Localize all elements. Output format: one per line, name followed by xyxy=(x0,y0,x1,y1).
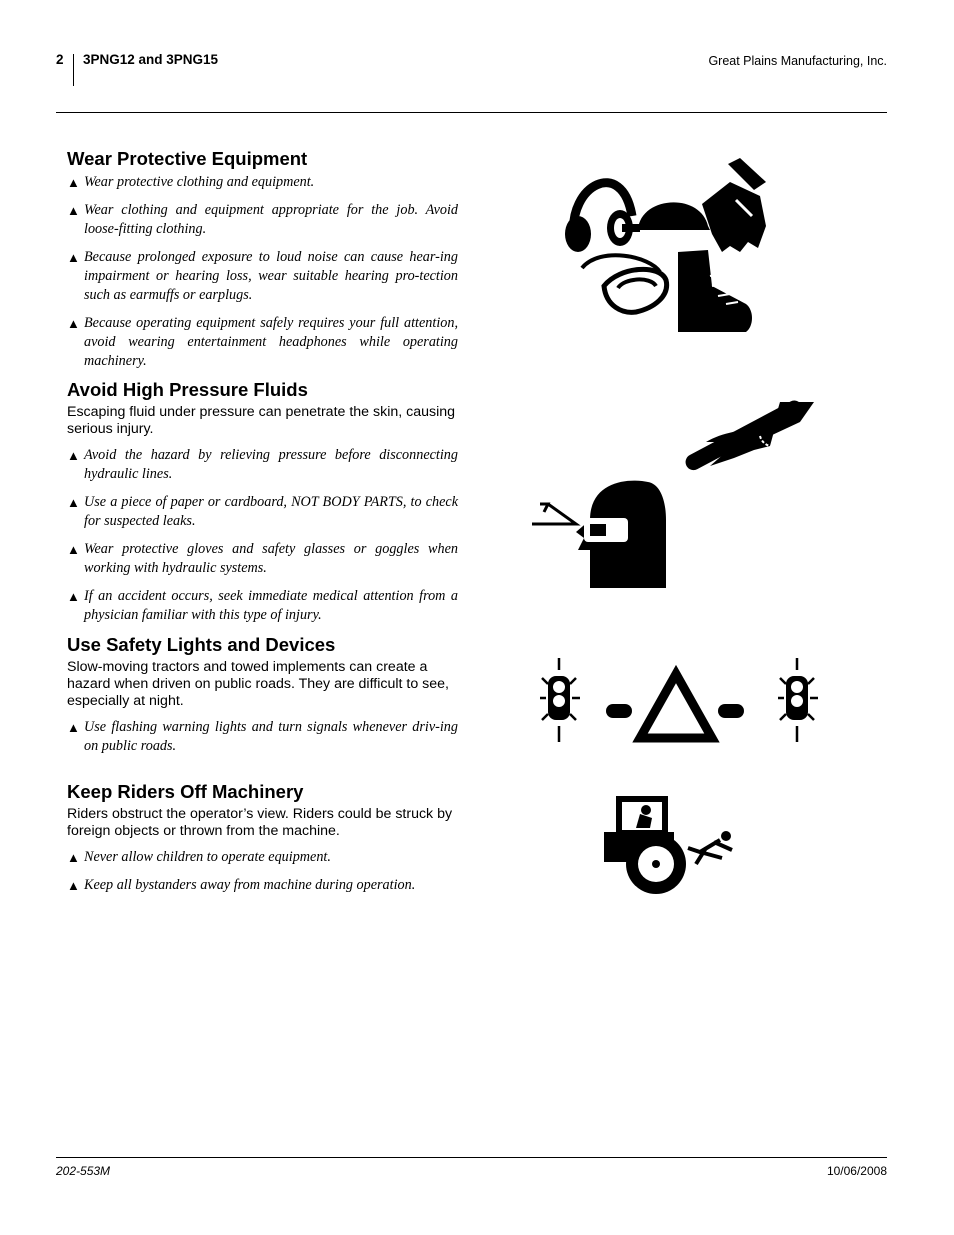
bullet-item: ▲ Because prolonged exposure to loud noise can cause hear-ing impairment or hearing loss, wear suitable hearing pro-tection such as earmuffs or earplugs. xyxy=(67,249,458,303)
safety-lights-illustration xyxy=(536,654,826,748)
earmuffs-icon xyxy=(565,183,640,252)
section-title: Use Safety Lights and Devices xyxy=(67,634,336,655)
page-number: 2 xyxy=(56,52,64,67)
protective-equipment-illustration xyxy=(560,156,780,338)
tractor-icon xyxy=(604,796,686,894)
document-number: 202-553M xyxy=(56,1164,111,1178)
bullet-item: ▲ Wear protective clothing and equipment. xyxy=(67,174,315,190)
section-wear-protective-equipment xyxy=(67,148,458,380)
section-intro: Escaping fluid under pressure can penetrate the skin, causing serious injury. xyxy=(67,404,456,437)
section-intro: Riders obstruct the operator’s view. Riders could be struck by foreign objects or thrown from the machine. xyxy=(67,806,453,839)
triangle-bullet-icon: ▲ xyxy=(67,203,80,218)
triangle-bullet-icon: ▲ xyxy=(67,542,80,557)
bullet-item: ▲ Use a piece of paper or cardboard, NOT BODY PARTS, to check for suspected leaks. xyxy=(67,494,458,529)
hard-hat-icon xyxy=(638,202,710,230)
section-keep-riders-off xyxy=(67,781,458,904)
bullet-item: ▲ Never allow children to operate equipment. xyxy=(67,849,331,865)
header-rule xyxy=(56,112,887,113)
triangle-bullet-icon: ▲ xyxy=(67,850,80,865)
warning-light-left-icon xyxy=(540,658,580,742)
triangle-bullet-icon: ▲ xyxy=(67,316,80,331)
goggles-icon xyxy=(582,255,667,312)
amber-light-left-icon xyxy=(606,704,632,718)
triangle-bullet-icon: ▲ xyxy=(67,589,80,604)
high-pressure-fluid-illustration xyxy=(530,400,830,592)
section-intro: Slow-moving tractors and towed implements can create a hazard when driven on public roads. They are difficult to see, especially at night. xyxy=(67,659,449,709)
bullet-item: ▲ Because operating equipment safely requires your full attention, avoid wearing entertainment headphones while operating machinery. xyxy=(67,315,458,369)
triangle-bullet-icon: ▲ xyxy=(67,175,80,190)
keep-riders-off-illustration xyxy=(600,794,740,898)
section-use-safety-lights xyxy=(67,634,458,765)
page-header xyxy=(56,52,887,88)
falling-rider-icon xyxy=(688,831,732,864)
triangle-bullet-icon: ▲ xyxy=(67,878,80,893)
amber-light-right-icon xyxy=(718,704,744,718)
triangle-bullet-icon: ▲ xyxy=(67,448,80,463)
document-title: 3PNG12 and 3PNG15 xyxy=(83,52,219,67)
boot-icon xyxy=(678,250,752,332)
document-date: 10/06/2008 xyxy=(826,1164,887,1178)
section-title: Keep Riders Off Machinery xyxy=(67,781,304,802)
section-title: Wear Protective Equipment xyxy=(67,148,308,169)
section-avoid-high-pressure-fluids xyxy=(67,379,458,634)
triangle-bullet-icon: ▲ xyxy=(67,495,80,510)
header-divider xyxy=(73,54,74,86)
bullet-item: ▲ If an accident occurs, seek immediate medical attention from a physician familiar with this type of injury. xyxy=(67,588,458,623)
face-shield-icon xyxy=(532,481,666,588)
gloves-icon xyxy=(702,158,766,252)
company-name: Great Plains Manufacturing, Inc. xyxy=(708,54,887,68)
footer-rule xyxy=(56,1157,887,1158)
bullet-item: ▲ Avoid the hazard by relieving pressure before disconnecting hydraulic lines. xyxy=(67,447,458,482)
bullet-item: ▲ Keep all bystanders away from machine during operation. xyxy=(67,877,416,893)
bullet-item: ▲ Use flashing warning lights and turn signals whenever driv-ing on public roads. xyxy=(67,719,458,754)
triangle-bullet-icon: ▲ xyxy=(67,250,80,265)
hand-injection-icon xyxy=(683,400,814,473)
warning-light-right-icon xyxy=(778,658,818,742)
slow-moving-vehicle-sign-icon xyxy=(640,674,712,738)
section-title: Avoid High Pressure Fluids xyxy=(67,379,308,400)
bullet-item: ▲ Wear protective gloves and safety glasses or goggles when working with hydraulic systems. xyxy=(67,541,458,576)
triangle-bullet-icon: ▲ xyxy=(67,720,80,735)
bullet-item: ▲ Wear clothing and equipment appropriate for the job. Avoid loose-fitting clothing. xyxy=(67,202,458,237)
